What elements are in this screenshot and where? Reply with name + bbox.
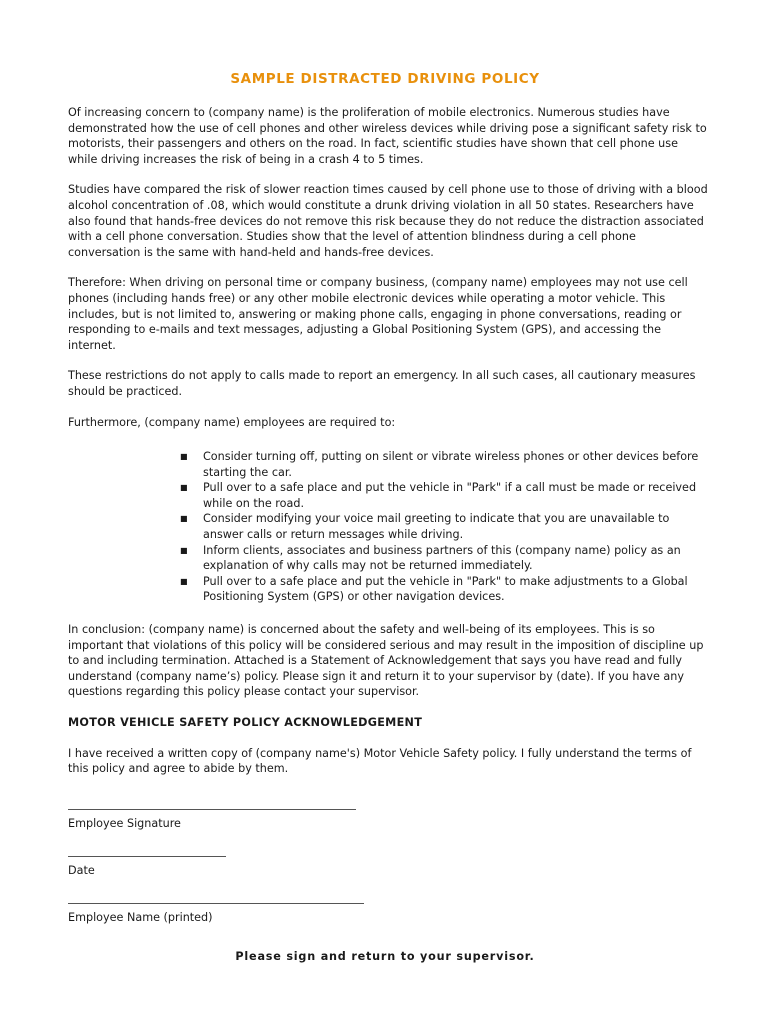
acknowledgement-text: I have received a written copy of (company name's) Motor Vehicle Safety policy. I fully understand the terms of this policy and agree to abide by them. bbox=[68, 746, 692, 776]
date-label: Date bbox=[68, 863, 95, 877]
list-item-text: Consider modifying your voice mail greeting to indicate that you are unavailable to answer calls or return messages while driving. bbox=[203, 512, 670, 542]
square-bullet-icon: ■ bbox=[180, 576, 188, 586]
paragraph-studies: Studies have compared the risk of slower reaction times caused by cell phone use to those of driving with a blood alcohol concentration of .08, which would constitute a drunk driving violation in all 50 states. Researchers have also found that hands-free devices do not remove this risk because they do not reduce the distraction associated with a cell phone conversation. Studies show that the level of attention blindness during a cell phone conversation is the same with hand-held and hands-free devices. bbox=[68, 183, 708, 259]
list-item-text: Pull over to a safe place and put the vehicle in "Park" to make adjustments to a Global Positioning System (GPS) or other navigation devices. bbox=[203, 574, 688, 604]
name-line[interactable] bbox=[68, 903, 364, 904]
list-item bbox=[180, 574, 708, 605]
square-bullet-icon: ■ bbox=[180, 545, 188, 555]
list-item bbox=[180, 543, 708, 574]
square-bullet-icon: ■ bbox=[180, 483, 188, 493]
square-bullet-icon: ■ bbox=[180, 514, 188, 524]
paragraph-restrictions: These restrictions do not apply to calls made to report an emergency. In all such cases, all cautionary measures should be practiced. bbox=[68, 369, 696, 398]
name-label: Employee Name (printed) bbox=[68, 910, 213, 924]
paragraph-furthermore: Furthermore, (company name) employees are required to: bbox=[68, 415, 396, 429]
list-item-text: Inform clients, associates and business partners of this (company name) policy as an explanation of why calls may not be returned immediately. bbox=[203, 543, 681, 573]
list-item-text: Pull over to a safe place and put the vehicle in "Park" if a call must be made or received while on the road. bbox=[203, 481, 697, 510]
requirements-list bbox=[68, 449, 708, 605]
acknowledgement-heading: MOTOR VEHICLE SAFETY POLICY ACKNOWLEDGEMENT bbox=[68, 716, 423, 729]
list-item bbox=[180, 449, 708, 480]
list-item bbox=[180, 480, 708, 511]
document-title: SAMPLE DISTRACTED DRIVING POLICY bbox=[230, 71, 540, 87]
document-body bbox=[68, 105, 708, 926]
paragraph-conclusion: In conclusion: (company name) is concerned about the safety and well-being of its employees. This is so important that violations of this policy will be considered serious and may result in the imposition of discipline up to and including termination. Attached is a Statement of Acknowledgement that says you have read and fully understand (company name’s) policy. Please sign it and return it to your supervisor by (date). If you have any questions regarding this policy please contact your supervisor. bbox=[68, 623, 704, 699]
date-line[interactable] bbox=[68, 856, 226, 857]
list-item-text: Consider turning off, putting on silent or vibrate wireless phones or other devices before starting the car. bbox=[203, 450, 699, 479]
list-item bbox=[180, 511, 708, 542]
signature-label: Employee Signature bbox=[68, 816, 181, 830]
signature-line[interactable] bbox=[68, 809, 356, 810]
paragraph-intro: Of increasing concern to (company name) is the proliferation of mobile electronics. Numerous studies have demonstrated how the use of cell phones and other wireless devices while driving pose a significant safety risk to motorists, their passengers and others on the road. In fact, scientific studies have shown that cell phone use while driving increases the risk of being in a crash 4 to 5 times. bbox=[68, 106, 707, 166]
square-bullet-icon: ■ bbox=[180, 452, 188, 462]
footer-instruction: Please sign and return to your supervisor. bbox=[235, 950, 535, 963]
paragraph-therefore: Therefore: When driving on personal time or company business, (company name) employees may not use cell phones (including hands free) or any other mobile electronic devices while operating a motor vehicle. This includes, but is not limited to, answering or making phone calls, engaging in phone conversations, reading or responding to e-mails and text messages, adjusting a Global Positioning System (GPS), and accessing the internet. bbox=[68, 276, 688, 352]
signature-block bbox=[68, 809, 708, 926]
